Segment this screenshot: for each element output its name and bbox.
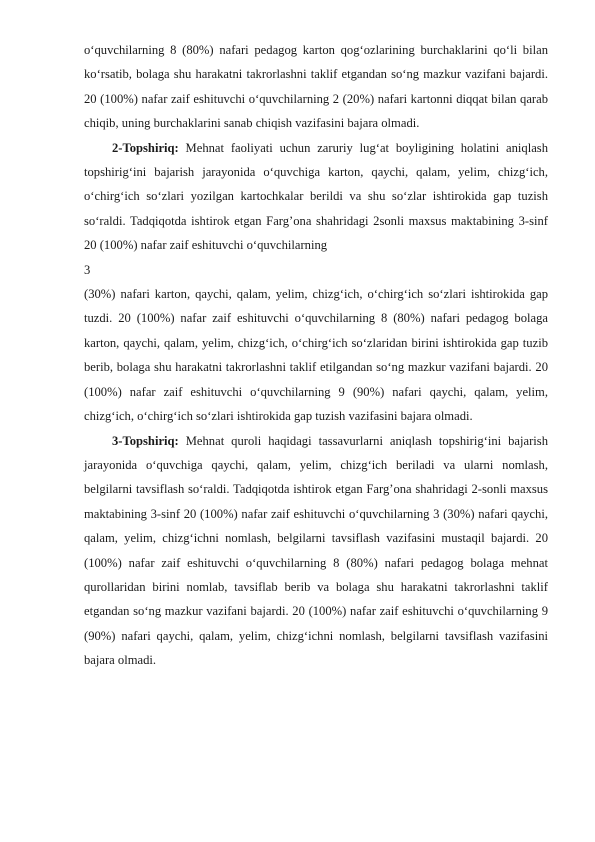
document-page [84, 38, 548, 673]
paragraph-task-2 [84, 136, 548, 258]
paragraph-1: o‘quvchilarning 8 (80%) nafari pedagog karton qog‘ozlarining burchaklarini qo‘li bilan ko‘rsatib, bolaga shu harakatni takrorlashni taklif etgandan so‘ng mazkur vazifani bajardi. 20 (100%) nafar zaif eshituvchi o‘quvchilarning 2 (20%) nafari kartonni diqqat bilan qarab chiqib, uning burchaklarini sanab chiqish vazifasini bajara olmadi. [84, 43, 548, 131]
task-3-label: 3-Topshiriq: [112, 433, 179, 448]
task-2-label: 2-Topshiriq: [112, 140, 179, 155]
task-2-text: Mehnat faoliyati uchun zaruriy lug‘at boyligining holatini aniqlash topshirig‘ini bajarish jarayonida o‘quvchiga karton, qaychi, qalam, yelim, chizg‘ich, o‘chirg‘ich so‘zlari yozilgan kartochkalar berildi va shu so‘zlar ishtirokida gap tuzish so‘raldi. Tadqiqotda ishtirok etgan Farg’ona shahridagi 2sonli maxsus maktabining 3-sinf 20 (100%) nafar zaif eshituvchi o‘quvchilarning [84, 140, 548, 253]
page-break-number: 3 [84, 262, 91, 277]
paragraph-3: (30%) nafari karton, qaychi, qalam, yelim, chizg‘ich, o‘chirg‘ich so‘zlari ishtirokida gap tuzdi. 20 (100%) nafar zaif eshituvchi o‘quvchilarning 8 (80%) nafari pedagog bolaga karton, qaychi, qalam, yelim, chizg‘ich, o‘chirg‘ich so‘zlaridan birini ishtirokida gap tuzib berib, bolaga shu harakatni takrorlashni taklif etilgandan so‘ng mazkur vazifani bajardi. 20 (100%) nafar zaif eshituvchi o‘quvchilarning 9 (90%) nafari qaychi, qalam, yelim, chizg‘ich, o‘chirg‘ich so‘zlari ishtirokida gap tuzish vazifasini bajara olmadi. [84, 287, 548, 424]
task-3-text: Mehnat quroli haqidagi tassavurlarni aniqlash topshirig‘ini bajarish jarayonida o‘quvchiga qaychi, qalam, yelim, chizg‘ich beriladi va ularni nomlash, belgilarni tavsiflash so‘raldi. Tadqiqotda ishtirok etgan Farg’ona shahridagi 2-sonli maxsus maktabining 3-sinf 20 (100%) nafar zaif eshituvchi o‘quvchilarning 3 (30%) nafari qaychi, qalam, yelim, chizg‘ichni nomlash, belgilarni tavsiflash vazifasini mustaqil bajardi. 20 (100%) nafar zaif eshituvchi o‘quvchilarning 8 (80%) nafari pedagog bolaga mehnat qurollaridan birini nomlab, tavsiflab berib va bolaga shu harakatni takrorlashni taklif etgandan so‘ng mazkur vazifani bajardi. 20 (100%) nafar zaif eshituvchi o‘quvchilarning 9 (90%) nafari qaychi, qalam, yelim, chizg‘ichni nomlash, belgilarni tavsiflash vazifasini bajara olmadi. [84, 433, 548, 668]
paragraph-task-3 [84, 429, 548, 673]
